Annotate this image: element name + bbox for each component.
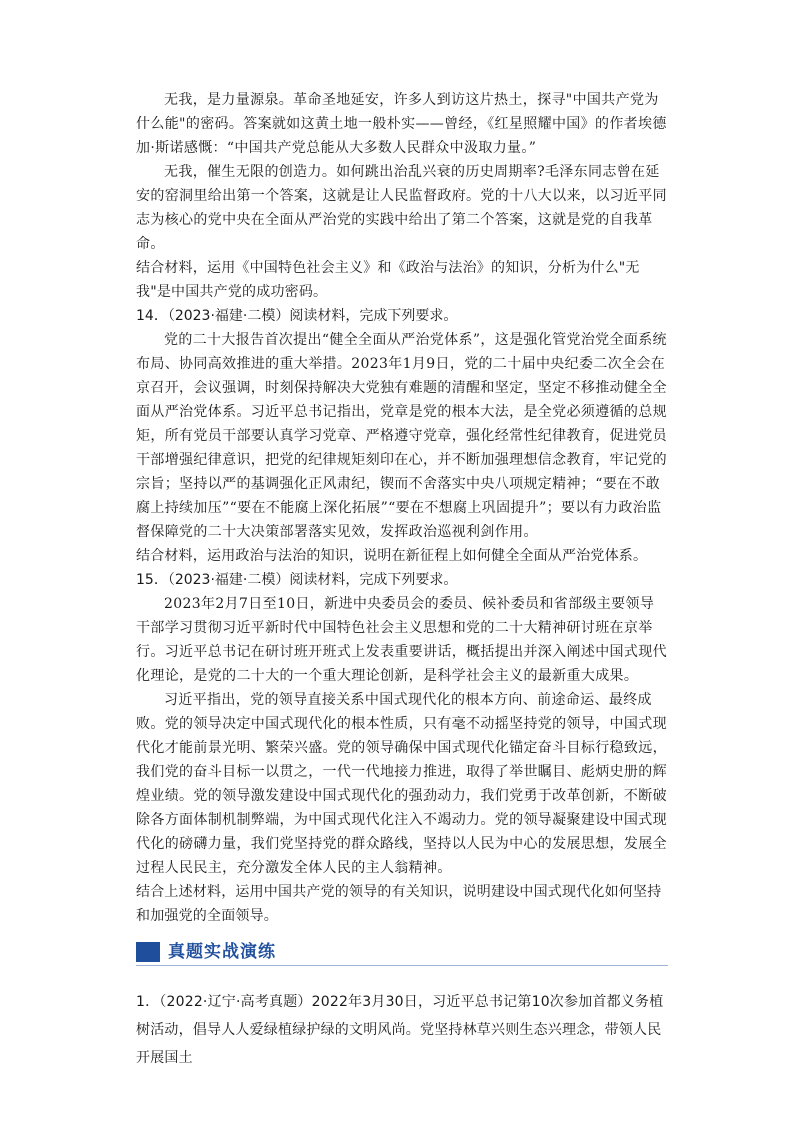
section-title: 真题实战演练 — [168, 942, 276, 962]
question-14-task: 结合材料，运用政治与法治的知识，说明在新征程上如何健全全面从严治党体系。 — [136, 548, 648, 564]
section-banner — [136, 940, 668, 968]
material-13-paragraph-1: 无我，是力量源泉。革命圣地延安，许多人到访这片热土，探寻"中国共产党为什么能"的密码。答案就如这黄土地一般朴实——曾经，《红星照耀中国》的作者埃德加·斯诺感慨：“中国共产党总能从大多数人民群众中汲取力量。” — [136, 92, 667, 156]
exam-question-content — [136, 988, 668, 1072]
question-1-text: 1．（2022·辽宁·高考真题）2022年3月30日，习近平总书记第10次参加首都义务植树活动，倡导人人爱绿植绿护绿的文明风尚。党坚持林草兴则生态兴理念，带领人民开展国土 — [136, 994, 664, 1066]
main-content — [136, 88, 668, 928]
question-15-task: 结合上述材料，运用中国共产党的领导的有关知识，说明建设中国式现代化如何坚持和加强党的全面领导。 — [136, 884, 662, 924]
material-13-paragraph-2: 无我，催生无限的创造力。如何跳出治乱兴衰的历史周期率?毛泽东同志曾在延安的窑洞里给出第一个答案，这就是让人民监督政府。党的十八大以来，以习近平同志为核心的党中央在全面从严治党的实践中给出了第二个答案，这就是党的自我革命。 — [136, 164, 667, 252]
question-15-material-1: 2023年2月7日至10日，新进中央委员会的委员、候补委员和省部级主要领导干部学习贯彻习近平新时代中国特色社会主义思想和党的二十大精神研讨班在京举行。习近平总书记在研讨班开班式上发表重要讲话，概括提出并深入阐述中国式现代化理论，是党的二十大的一个重大理论创新，是科学社会主义的最新重大成果。 — [136, 596, 667, 684]
question-14-material: 党的二十大报告首次提出“健全全面从严治党体系”，这是强化管党治党全面系统布局、协同高效推进的重大举措。2023年1月9日，党的二十届中央纪委二次全会在京召开，会议强调，时刻保持解决大党独有难题的清醒和坚定，坚定不移推动健全全面从严治党体系。习近平总书记指出，党章是党的根本大法，是全党必须遵循的总规矩，所有党员干部要认真学习党章、严格遵守党章，强化经常性纪律教育，促进党员干部增强纪律意识，把党的纪律规矩刻印在心，并不断加强理想信念教育，牢记党的宗旨；坚持以严的基调强化正风肃纪，锲而不舍落实中央八项规定精神；“要在不敢腐上持续加压”“要在不能腐上深化拓展”“要在不想腐上巩固提升”；要以有力政治监督保障党的二十大决策部署落实见效，发挥政治巡视利剑作用。 — [136, 332, 667, 540]
question-14-header: 14．（2023·福建·二模）阅读材料，完成下列要求。 — [136, 308, 458, 324]
section-banner-bar — [136, 942, 160, 962]
question-15-header: 15．（2023·福建·二模）阅读材料，完成下列要求。 — [136, 572, 458, 588]
question-15-material-2: 习近平指出，党的领导直接关系中国式现代化的根本方向、前途命运、最终成败。党的领导决定中国式现代化的根本性质，只有毫不动摇坚持党的领导，中国式现代化才能前景光明、繁荣兴盛。党的领导确保中国式现代化锚定奋斗目标行稳致远，我们党的奋斗目标一以贯之，一代一代地接力推进，取得了举世瞩目、彪炳史册的辉煌业绩。党的领导激发建设中国式现代化的强劲动力，我们党勇于改革创新，不断破除各方面体制机制弊端，为中国式现代化注入不竭动力。党的领导凝聚建设中国式现代化的磅礴力量，我们党坚持党的群众路线，坚持以人民为中心的发展思想，发展全过程人民民主，充分激发全体人民的主人翁精神。 — [136, 692, 667, 876]
question-13-task: 结合材料，运用《中国特色社会主义》和《政治与法治》的知识，分析为什么"无我"是中国共产党的成功密码。 — [136, 260, 640, 300]
section-divider — [136, 965, 668, 966]
